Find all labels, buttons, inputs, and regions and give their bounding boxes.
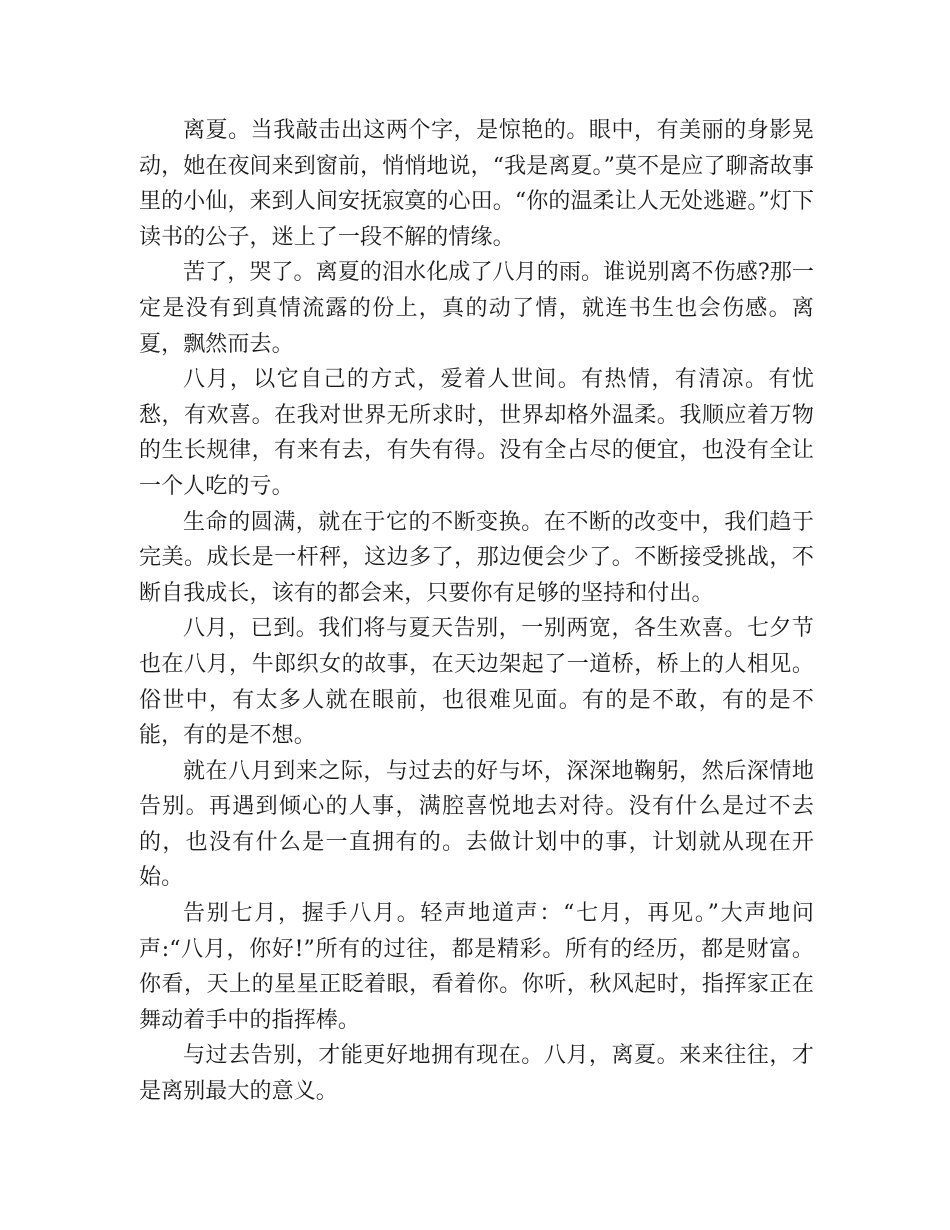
paragraph-3: 八月，以它自己的方式，爱着人世间。有热情，有清凉。有忧愁，有欢喜。在我对世界无所求时，世界却格外温柔。我顺应着万物的生长规律，有来有去，有失有得。没有全占尽的便宜，也没有全让一个人吃的亏。 xyxy=(139,367,814,499)
paragraph-5: 八月，已到。我们将与夏天告别，一别两宽，各生欢喜。七夕节也在八月，牛郎织女的故事，在天边架起了一道桥，桥上的人相见。俗世中，有太多人就在眼前，也很难见面。有的是不敢，有的是不能，有的是不想。 xyxy=(139,616,814,749)
paragraph-4: 生命的圆满，就在于它的不断变换。在不断的改变中，我们趋于完美。成长是一杆秤，这边多了，那边便会少了。不断接受挑战，不断自我成长，该有的都会来，只要你有足够的坚持和付出。 xyxy=(139,509,814,606)
paragraph-7: 告别七月，握手八月。轻声地道声：“七月，再见。”大声地问声:“八月，你好!”所有的过往，都是精彩。所有的经历，都是财富。你看，天上的星星正眨着眼，看着你。你听，秋风起时，指挥家正在舞动着手中的指挥棒。 xyxy=(139,901,814,1033)
paragraph-8: 与过去告别，才能更好地拥有现在。八月，离夏。来来往往，才是离别最大的意义。 xyxy=(139,1043,814,1105)
paragraph-1: 离夏。当我敲击出这两个字，是惊艳的。眼中，有美丽的身影晃动，她在夜间来到窗前，悄悄地说，“我是离夏。”莫不是应了聊斋故事里的小仙，来到人间安抚寂寞的心田。“你的温柔让人无处逃避。”灯下读书的公子，迷上了一段不解的情缘。 xyxy=(139,118,814,250)
paragraph-2: 苦了，哭了。离夏的泪水化成了八月的雨。谁说别离不伤感?那一定是没有到真情流露的份上，真的动了情，就连书生也会伤感。离夏，飘然而去。 xyxy=(139,260,814,357)
paragraph-6: 就在八月到来之际，与过去的好与坏，深深地鞠躬，然后深情地告别。再遇到倾心的人事，满腔喜悦地去对待。没有什么是过不去的，也没有什么是一直拥有的。去做计划中的事，计划就从现在开始。 xyxy=(139,758,814,891)
document-body xyxy=(139,113,814,1110)
